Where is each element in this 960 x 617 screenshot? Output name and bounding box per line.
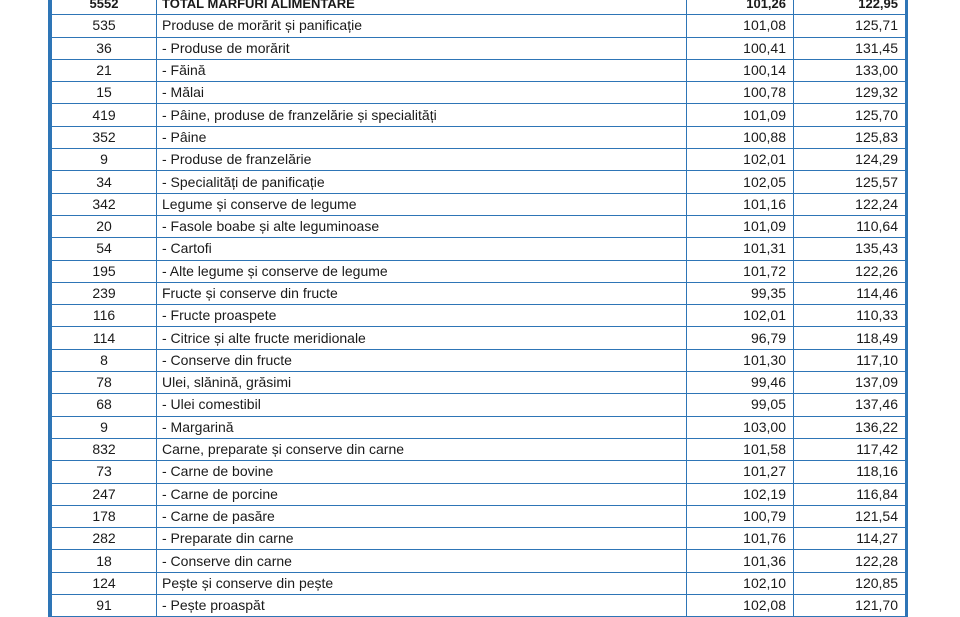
cell-index-year: 117,42 — [794, 438, 906, 460]
cell-index-year: 120,85 — [794, 572, 906, 594]
table-row — [52, 193, 906, 215]
cell-label: - Fructe proaspete — [157, 305, 687, 327]
cell-label: Fructe și conserve din fructe — [157, 282, 687, 304]
table-row — [52, 215, 906, 237]
cell-index-month: 102,01 — [687, 149, 794, 171]
cell-weight: 114 — [52, 327, 157, 349]
cell-index-month: 99,05 — [687, 394, 794, 416]
cell-label: TOTAL MARFURI ALIMENTARE — [157, 0, 687, 15]
table-row — [52, 505, 906, 527]
cell-weight: 419 — [52, 104, 157, 126]
cell-index-year: 117,10 — [794, 349, 906, 371]
cell-weight: 832 — [52, 438, 157, 460]
cell-index-year: 137,46 — [794, 394, 906, 416]
cell-weight: 178 — [52, 505, 157, 527]
cell-index-month: 99,46 — [687, 372, 794, 394]
cell-index-month: 100,78 — [687, 82, 794, 104]
cell-label: Legume și conserve de legume — [157, 193, 687, 215]
cell-label: - Produse de morărit — [157, 37, 687, 59]
cell-index-year: 125,70 — [794, 104, 906, 126]
table-row — [52, 305, 906, 327]
table-row — [52, 595, 906, 617]
cell-index-month: 101,31 — [687, 238, 794, 260]
cell-index-month: 100,88 — [687, 126, 794, 148]
cell-index-year: 121,70 — [794, 595, 906, 617]
cell-index-year: 125,57 — [794, 171, 906, 193]
cell-weight: 352 — [52, 126, 157, 148]
table-row — [52, 260, 906, 282]
cell-index-year: 131,45 — [794, 37, 906, 59]
cell-index-year: 122,26 — [794, 260, 906, 282]
cell-weight: 124 — [52, 572, 157, 594]
cell-index-month: 100,41 — [687, 37, 794, 59]
cell-index-year: 118,49 — [794, 327, 906, 349]
cell-index-month: 101,26 — [687, 0, 794, 15]
table-row — [52, 528, 906, 550]
cell-weight: 54 — [52, 238, 157, 260]
cell-label: - Conserve din fructe — [157, 349, 687, 371]
cell-index-year: 137,09 — [794, 372, 906, 394]
cell-label: - Pâine — [157, 126, 687, 148]
cell-weight: 239 — [52, 282, 157, 304]
cell-index-month: 102,08 — [687, 595, 794, 617]
cell-weight: 68 — [52, 394, 157, 416]
cell-weight: 91 — [52, 595, 157, 617]
cell-index-year: 122,95 — [794, 0, 906, 15]
table-row — [52, 327, 906, 349]
cell-index-month: 101,72 — [687, 260, 794, 282]
cell-weight: 116 — [52, 305, 157, 327]
table-row — [52, 282, 906, 304]
cell-label: - Preparate din carne — [157, 528, 687, 550]
cell-weight: 9 — [52, 149, 157, 171]
cell-label: Produse de morărit și panificație — [157, 15, 687, 37]
cell-index-month: 101,16 — [687, 193, 794, 215]
cell-label: - Făină — [157, 59, 687, 81]
cell-label: - Mălai — [157, 82, 687, 104]
cell-index-year: 122,28 — [794, 550, 906, 572]
table-row — [52, 550, 906, 572]
cell-weight: 342 — [52, 193, 157, 215]
cell-weight: 195 — [52, 260, 157, 282]
cell-index-year: 124,29 — [794, 149, 906, 171]
cell-weight: 73 — [52, 461, 157, 483]
table-row — [52, 82, 906, 104]
cell-index-year: 122,24 — [794, 193, 906, 215]
cell-label: - Specialități de panificație — [157, 171, 687, 193]
cell-index-month: 96,79 — [687, 327, 794, 349]
cell-index-month: 101,58 — [687, 438, 794, 460]
cell-index-month: 102,10 — [687, 572, 794, 594]
table-row — [52, 104, 906, 126]
price-index-table — [51, 0, 906, 617]
cell-weight: 15 — [52, 82, 157, 104]
table-row — [52, 37, 906, 59]
cell-label: - Alte legume și conserve de legume — [157, 260, 687, 282]
table-row — [52, 171, 906, 193]
table-row — [52, 15, 906, 37]
cell-weight: 9 — [52, 416, 157, 438]
table-row — [52, 238, 906, 260]
cell-label: - Pește proaspăt — [157, 595, 687, 617]
cell-index-year: 129,32 — [794, 82, 906, 104]
cell-index-year: 118,16 — [794, 461, 906, 483]
cell-index-month: 101,09 — [687, 215, 794, 237]
cell-index-year: 136,22 — [794, 416, 906, 438]
cell-weight: 21 — [52, 59, 157, 81]
cell-weight: 5552 — [52, 0, 157, 15]
cell-index-month: 101,09 — [687, 104, 794, 126]
cell-index-month: 101,30 — [687, 349, 794, 371]
table-row — [52, 126, 906, 148]
table-row — [52, 461, 906, 483]
cell-label: - Cartofi — [157, 238, 687, 260]
cell-index-year: 116,84 — [794, 483, 906, 505]
table-row — [52, 59, 906, 81]
cell-index-month: 101,76 — [687, 528, 794, 550]
cell-index-year: 110,33 — [794, 305, 906, 327]
table-row — [52, 483, 906, 505]
cell-index-year: 125,83 — [794, 126, 906, 148]
cell-index-year: 110,64 — [794, 215, 906, 237]
cell-label: Ulei, slănină, grăsimi — [157, 372, 687, 394]
table-row — [52, 372, 906, 394]
cell-index-year: 133,00 — [794, 59, 906, 81]
cell-label: - Carne de bovine — [157, 461, 687, 483]
table-row — [52, 416, 906, 438]
table-row — [52, 394, 906, 416]
cell-label: - Margarină — [157, 416, 687, 438]
cell-label: - Carne de pasăre — [157, 505, 687, 527]
cell-weight: 34 — [52, 171, 157, 193]
table-row-total — [52, 0, 906, 15]
cell-weight: 78 — [52, 372, 157, 394]
cell-weight: 20 — [52, 215, 157, 237]
cell-index-month: 101,08 — [687, 15, 794, 37]
cell-index-month: 103,00 — [687, 416, 794, 438]
cell-index-year: 125,71 — [794, 15, 906, 37]
cell-index-month: 102,05 — [687, 171, 794, 193]
table-row — [52, 572, 906, 594]
price-index-table-container — [48, 0, 908, 617]
table-row — [52, 149, 906, 171]
cell-index-year: 121,54 — [794, 505, 906, 527]
cell-label: - Fasole boabe și alte leguminoase — [157, 215, 687, 237]
cell-label: Pește și conserve din pește — [157, 572, 687, 594]
cell-weight: 535 — [52, 15, 157, 37]
cell-label: - Citrice și alte fructe meridionale — [157, 327, 687, 349]
cell-label: - Conserve din carne — [157, 550, 687, 572]
table-row — [52, 438, 906, 460]
cell-index-month: 100,14 — [687, 59, 794, 81]
cell-weight: 247 — [52, 483, 157, 505]
cell-index-year: 135,43 — [794, 238, 906, 260]
cell-label: Carne, preparate și conserve din carne — [157, 438, 687, 460]
cell-label: - Produse de franzelărie — [157, 149, 687, 171]
cell-weight: 282 — [52, 528, 157, 550]
cell-index-month: 101,36 — [687, 550, 794, 572]
cell-label: - Pâine, produse de franzelărie și specialități — [157, 104, 687, 126]
cell-index-month: 102,01 — [687, 305, 794, 327]
cell-index-year: 114,46 — [794, 282, 906, 304]
cell-weight: 18 — [52, 550, 157, 572]
cell-weight: 8 — [52, 349, 157, 371]
cell-label: - Ulei comestibil — [157, 394, 687, 416]
cell-index-year: 114,27 — [794, 528, 906, 550]
cell-label: - Carne de porcine — [157, 483, 687, 505]
table-row — [52, 349, 906, 371]
cell-index-month: 102,19 — [687, 483, 794, 505]
cell-weight: 36 — [52, 37, 157, 59]
cell-index-month: 99,35 — [687, 282, 794, 304]
cell-index-month: 100,79 — [687, 505, 794, 527]
cell-index-month: 101,27 — [687, 461, 794, 483]
